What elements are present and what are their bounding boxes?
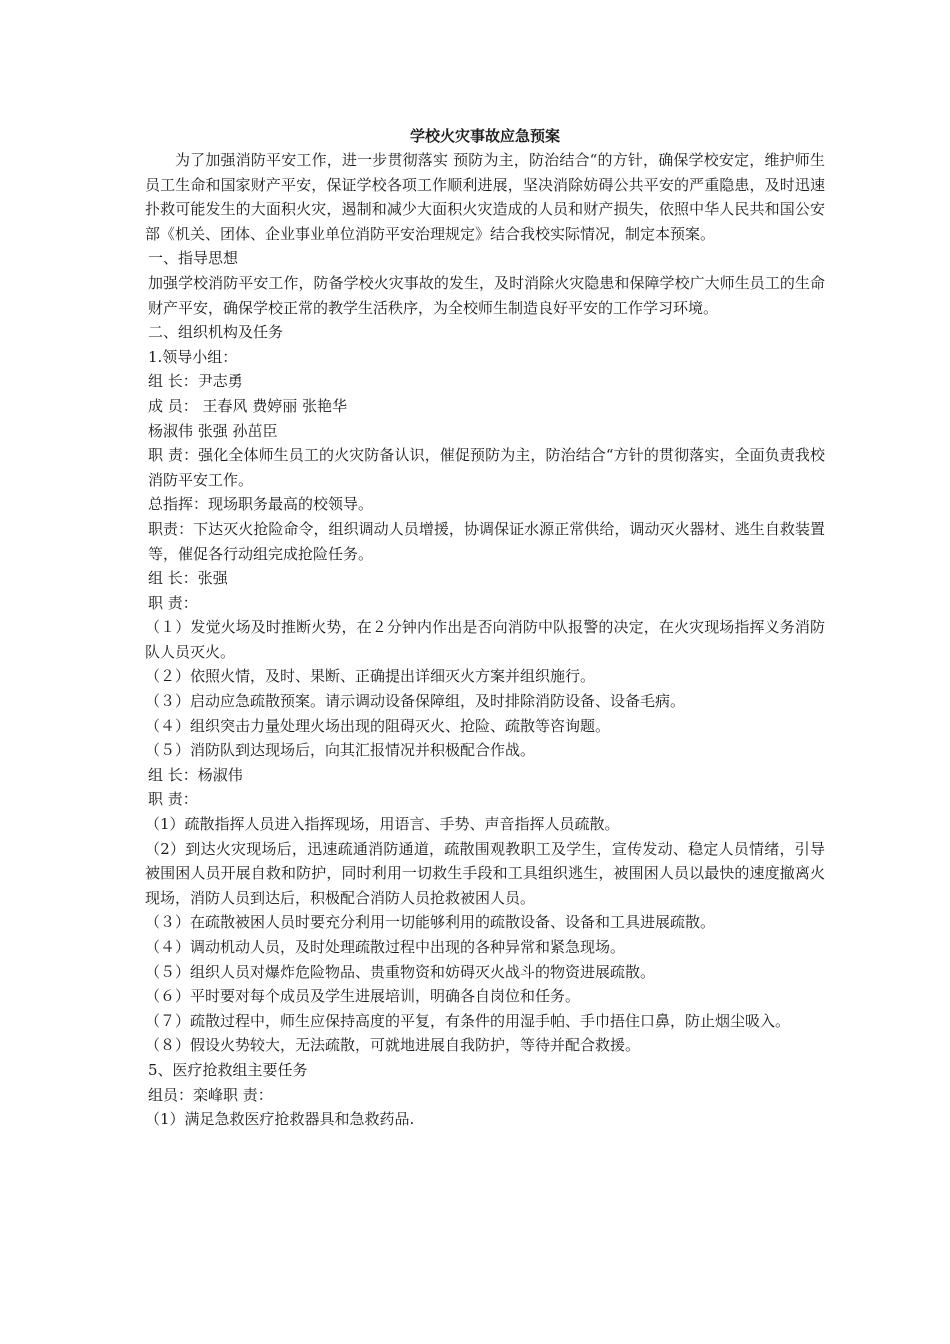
document-page	[145, 124, 825, 1132]
section-heading-guiding-principle: 一、指导思想	[148, 249, 239, 268]
evacuation-duty-item: （1）疏散指挥人员进入指挥现场，用语言、手势、声音指挥人员疏散。	[145, 815, 620, 834]
guiding-principle-paragraph: 加强学校消防平安工作，防备学校火灾事故的发生，及时消除火灾隐患和保障学校广大师生员工的生命财产平安，确保学校正常的教学生活秩序，为全校师生制造良好平安的工作学习环境。	[148, 273, 825, 317]
evacuation-duty-item: （６）平时要对每个成员及学生进展培训，明确各自岗位和任务。	[145, 987, 581, 1006]
firefighting-duty-item: （３）启动应急疏散预案。请示调动设备保障组，及时排除消防设备、设备毛病。	[145, 692, 686, 711]
document-title: 学校火灾事故应急预案	[409, 127, 560, 145]
intro-paragraph: 为了加强消防平安工作，进一步贯彻落实 预防为主，防治结合“的方针，确保学校安定，维护师生员工生命和国家财产平安，保证学校各项工作顺利进展，坚决消除妨碍公共平安的严重隐患，及时迅速扑救可能发生的大面积火灾，遏制和减少大面积火灾造成的人员和财产损失，依照中华人民共和国公安部《机关、团体、企业事业单位消防平安治理规定》结合我校实际情况，制定本预案。	[145, 151, 825, 243]
members-line: 成 员： 王春风 费婷丽 张艳华	[148, 396, 348, 415]
evacuation-duty-item: （７）疏散过程中，师生应保持高度的平复，有条件的用湿手帕、手巾捂住口鼻，防止烟尘吸入。	[145, 1011, 791, 1030]
evacuation-duty-item: （３）在疏散被困人员时要充分利用一切能够利用的疏散设备、设备和工具进展疏散。	[145, 913, 716, 932]
leadership-group-heading: 1.领导小组：	[148, 347, 238, 366]
firefighting-leader-line: 组 长：张强	[148, 569, 228, 588]
evacuation-duties-heading: 职 责：	[148, 790, 198, 809]
evacuation-duty-item: （８）假设火势较大，无法疏散，可就地进展自我防护，等待并配合救援。	[145, 1036, 641, 1055]
section-heading-organization: 二、组织机构及任务	[148, 323, 284, 342]
medical-duty-item: （1）满足急救医疗抢救器具和急救药品.	[145, 1110, 415, 1129]
firefighting-duty-item: （２）依照火情，及时、果断、正确提出详细灭火方案并组织施行。	[145, 667, 596, 686]
commander-duties: 职责：下达灭火抢险命令，组织调动人员增援，协调保证水源正常供给，调动灭火器材、逃生自救装置等，催促各行动组完成抢险任务。	[148, 519, 825, 563]
members-line-continued: 杨淑伟 张强 孙茁臣	[148, 421, 278, 440]
firefighting-duties-heading: 职 责：	[148, 593, 198, 612]
evacuation-duty-item: （2）到达火灾现场后，迅速疏通消防通道，疏散围观教职工及学生，宣传发动、稳定人员情绪，引导被围困人员开展自救和防护，同时利用一切救生手段和工具组织逃生，被围困人员以最快的速度撤离火现场，消防人员到达后，积极配合消防人员抢救被困人员。	[145, 839, 825, 907]
evacuation-duty-item: （５）组织人员对爆炸危险物品、贵重物资和妨碍灭火战斗的物资进展疏散。	[145, 962, 656, 981]
firefighting-duty-item: （１）发觉火场及时推断火势，在２分钟内作出是否向消防中队报警的决定，在火灾现场指挥义务消防队人员灭火。	[145, 618, 825, 661]
commander-line: 总指挥：现场职务最高的校领导。	[148, 495, 374, 514]
evacuation-duty-item: （４）调动机动人员，及时处理疏散过程中出现的各种异常和紧急现场。	[145, 938, 626, 956]
firefighting-duty-item: （５）消防队到达现场后，向其汇报情况并积极配合作战。	[145, 741, 536, 760]
leader-line: 组 长：尹志勇	[148, 372, 243, 391]
medical-group-member-line: 组员：栾峰职 责：	[148, 1085, 273, 1104]
medical-group-heading: 5、医疗抢救组主要任务	[148, 1060, 308, 1079]
evacuation-leader-line: 组 长：杨淑伟	[148, 765, 243, 784]
firefighting-duty-item: （４）组织突击力量处理火场出现的阻碍灭火、抢险、疏散等咨询题。	[145, 716, 611, 735]
leadership-duties: 职 责：强化全体师生员工的火灾防备认识，催促预防为主，防治结合“方针的贯彻落实，全面负责我校消防平安工作。	[148, 446, 825, 489]
